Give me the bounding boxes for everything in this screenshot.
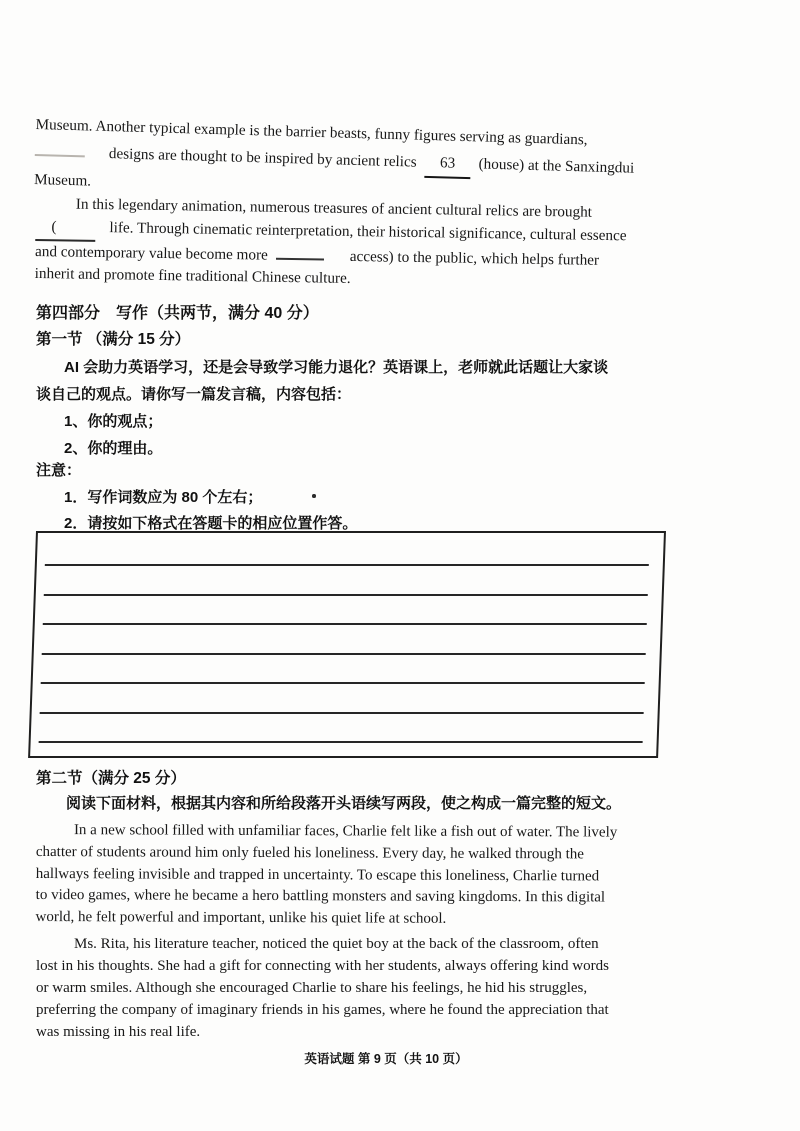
ink-dot-artifact bbox=[312, 494, 316, 498]
cloze-line-text: Museum. Another typical example is the barrier beasts, funny figures serving as guardians, bbox=[35, 115, 588, 149]
writing-line bbox=[44, 594, 648, 596]
cloze-line-text: access) to the public, which helps further bbox=[349, 247, 600, 269]
writing-line bbox=[40, 712, 644, 714]
story-line: In a new school filled with unfamiliar faces, Charlie felt like a fish out of water. The lively bbox=[73, 822, 618, 841]
story-line: hallways feeling invisible and trapped in uncertainty. To escape this loneliness, Charlie turned bbox=[35, 865, 600, 885]
story-line: was missing in his real life. bbox=[36, 1024, 201, 1040]
notice-item: 1．写作词数应为 80 个左右； bbox=[64, 489, 263, 506]
story-line: to video games, where he became a hero battling monsters and saving kingdoms. In this digital bbox=[35, 887, 606, 906]
story-line: lost in his thoughts. She had a gift for connecting with her students, always offering kind words bbox=[36, 958, 609, 974]
answer-blank-63 bbox=[424, 149, 471, 179]
notice-label: 注意： bbox=[36, 462, 82, 479]
cloze-line-text: and contemporary value become more bbox=[34, 242, 268, 264]
blank-paren: ( bbox=[51, 218, 57, 236]
prompt-line: AI 会助力英语学习，还是会导致学习能力退化？英语课上，老师就此话题让大家谈 bbox=[64, 359, 609, 376]
writing-line bbox=[45, 564, 649, 566]
section2-heading: 第二节（满分 25 分） bbox=[36, 770, 186, 787]
part4-heading: 第四部分 写作（共两节，满分 40 分） bbox=[36, 305, 319, 322]
answer-blank-65 bbox=[276, 257, 324, 260]
cloze-line-text: In this legendary animation, numerous treasures of ancient cultural relics are brought bbox=[75, 195, 593, 221]
cloze-line-text: Museum. bbox=[33, 170, 92, 190]
story-line: Ms. Rita, his literature teacher, noticed the quiet boy at the back of the classroom, often bbox=[74, 936, 599, 952]
prompt-point-list bbox=[64, 409, 162, 462]
section1-prompt bbox=[36, 355, 608, 408]
story-line: or warm smiles. Although she encouraged Charlie to share his feelings, he hid his struggles, bbox=[36, 980, 588, 996]
story-line: chatter of students around him only fueled his loneliness. Every day, he walked through the bbox=[35, 843, 584, 863]
story-line: preferring the company of imaginary friends in his games, where he found the appreciation that bbox=[36, 1002, 609, 1018]
cloze-line-text: inherit and promote fine traditional Chinese culture. bbox=[34, 265, 351, 288]
prompt-line: 谈自己的观点。请你写一篇发言稿，内容包括： bbox=[36, 385, 352, 403]
writing-line bbox=[43, 623, 647, 625]
story-line: world, he felt powerful and important, unlike his quiet life at school. bbox=[35, 909, 447, 927]
writing-line bbox=[39, 741, 643, 743]
writing-line bbox=[42, 653, 646, 655]
prompt-point: 2、你的理由。 bbox=[64, 439, 163, 457]
answer-blank bbox=[35, 153, 85, 156]
prompt-point: 1、你的观点； bbox=[64, 413, 163, 430]
story-paragraph-2 bbox=[36, 933, 676, 1043]
section1-heading: 第一节 （满分 15 分） bbox=[36, 331, 191, 348]
writing-line bbox=[41, 682, 645, 684]
section2-instruction: 阅读下面材料，根据其内容和所给段落开头语续写两段，使之构成一篇完整的短文。 bbox=[66, 795, 622, 812]
cloze-paragraph-2 bbox=[35, 193, 676, 296]
cloze-line-text: life. Through cinematic reinterpretation, their historical significance, cultural essence bbox=[109, 218, 627, 245]
cloze-line-text: (house) at the Sanxingdui bbox=[478, 154, 635, 177]
answer-writing-box bbox=[28, 531, 666, 758]
page-footer: 英语试题 第 9 页（共 10 页） bbox=[304, 1052, 468, 1066]
answer-blank-64 bbox=[35, 216, 95, 242]
notice-list bbox=[64, 485, 357, 537]
blank-number: 63 bbox=[439, 153, 456, 172]
story-paragraph-1 bbox=[36, 820, 676, 932]
notice-item: 2．请按如下格式在答题卡的相应位置作答。 bbox=[64, 515, 358, 532]
cloze-line-text: designs are thought to be inspired by ancient relics bbox=[108, 144, 417, 171]
